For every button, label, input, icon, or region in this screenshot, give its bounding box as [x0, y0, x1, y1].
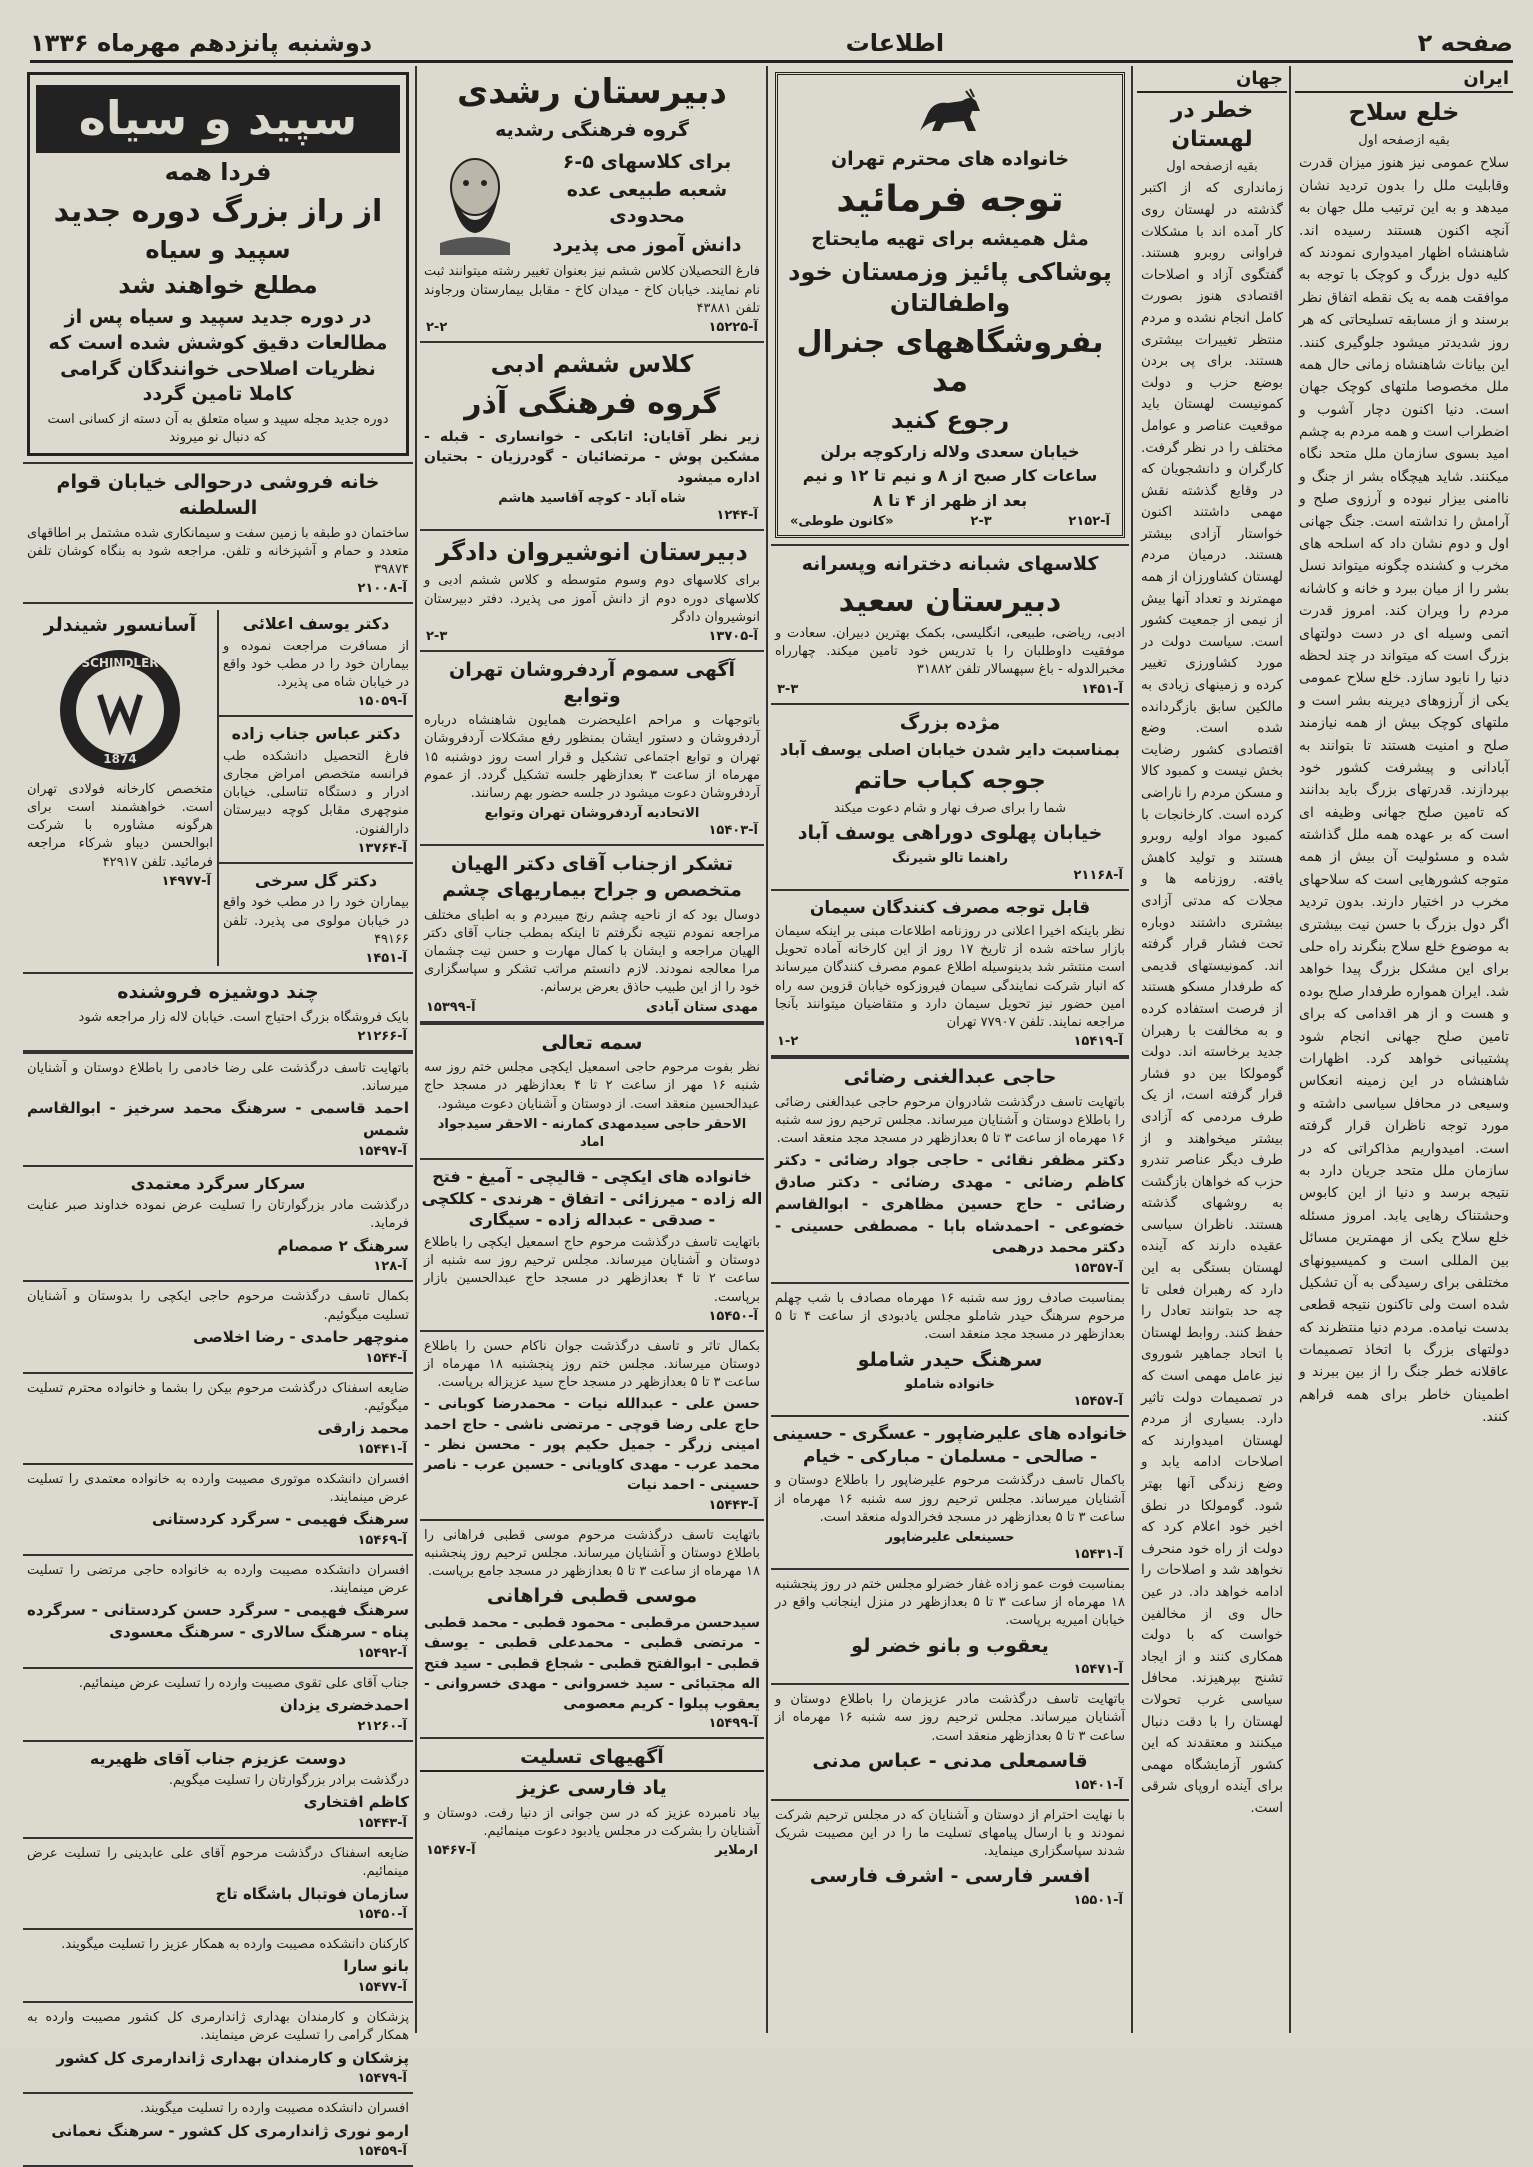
schindler-year-text: 1874	[103, 751, 137, 766]
ad-line: ساعات کار صبح از ۸ و نیم تا ۱۲ و نیم	[802, 466, 1098, 486]
obituary-body: درگذشت مادر بزرگوارتان را تسلیت عرض نموده خداوند صبر عنایت فرماید.	[27, 1198, 409, 1232]
divider	[23, 1050, 413, 1054]
ad-hatam-kebab	[771, 711, 1129, 883]
page-header	[30, 26, 1513, 63]
divider	[420, 1158, 764, 1160]
divider	[771, 889, 1129, 891]
ad-code: آ-۱۵۴۹۲	[357, 1645, 407, 1661]
divider	[420, 529, 764, 531]
ad-body: متخصص کارخانه فولادی تهران است. خواهشمند است برای هرگونه مشاوره با شرکت ابوالحسن دیباو شرکاء مراجعه فرمائید. تلفن ۴۲۹۱۷	[27, 781, 213, 870]
obituary-body: بمناسبت صادف روز سه شنبه ۱۶ مهرماه مصادف با شب چهلم مرحوم سرهنگ حیدر شاملو مجلس یادبودی از ساعت ۴ تا ۵ بعدازظهر در مسجد مجد منعقد است.	[775, 1291, 1126, 1343]
condolence-notices	[420, 1745, 764, 1858]
ad-codes	[771, 1778, 1129, 1793]
divider	[23, 1740, 413, 1742]
obituary-body: بکمال تاثر و تاسف درگذشت جوان ناکام حسن را باطلاع دوستان میرساند. مجلس ختم روز پنجشنبه ۱۸ مهرماه از ساعت ۳ تا ۵ بعدازظهر در مسجد حاج سید عزیزاله برپاست.	[424, 1338, 760, 1391]
obituary	[23, 1748, 413, 1840]
ad-body: فارغ التحصیل دانشکده طب فرانسه متخصص امراض مجاری ادرار و دستگاه تناسلی. خیابان منوچهری مقابل کوچه دبیرستان دارالفنون.	[223, 748, 409, 837]
obituary-title: حاجی عبدالغنی رضائی	[843, 1066, 1057, 1089]
ad-code: ۳-۳	[777, 681, 799, 697]
ad-codes	[771, 1394, 1129, 1409]
ad-line: شاه آباد - کوچه آقاسید هاشم	[498, 491, 686, 507]
ad-code: ۱-۲	[777, 1034, 799, 1050]
obituary-title: یاد فارسی عزیز	[517, 1777, 667, 1800]
obituary	[23, 1562, 413, 1669]
ad-line: خانواده های محترم تهران	[830, 148, 1070, 170]
ad-code: آ-۱۵۴۰۱	[1073, 1777, 1123, 1793]
obituary	[771, 1576, 1129, 1677]
ad-saleswomen	[23, 980, 413, 1044]
ad-codes	[420, 629, 764, 644]
schindler-emblem-icon	[55, 645, 185, 775]
obituary-names: بانو سارا	[343, 1957, 409, 1976]
obituary-body: بمناسبت فوت عمو زاده غفار خضرلو مجلس ختم در روز پنجشنبه ۱۸ مهرماه از ساعت ۳ تا ۵ بعدازظهر در منزل اینجانب واقع در خیابان امیریه برپاست.	[775, 1577, 1125, 1629]
ad-line: شما را برای صرف نهار و شام دعوت میکند	[834, 801, 1066, 817]
ad-headline: توجه فرمائید	[836, 178, 1064, 220]
obituary-body: جناب آقای علی تقوی مصیبت وارده را تسلیت عرض مینمائیم.	[78, 1675, 409, 1691]
column-rule	[1289, 66, 1291, 2033]
ad-code: آ-۱۲۸	[373, 1259, 407, 1275]
ad-code: آ-۱۵۴۴۱	[357, 1441, 407, 1457]
obituary-names: احمدخضری یزدان	[279, 1695, 409, 1714]
obituary-body: ضایعه اسفناک درگذشت مرحوم بیکن را بشما و خانواده محترم تسلیت میگوئیم.	[27, 1380, 409, 1414]
ad-title: چند دوشیزه فروشنده	[117, 980, 319, 1003]
ad-code: آ-۱۴۹۷۷	[161, 873, 211, 889]
obituary-title: سرکار سرگرد معتمدی	[130, 1173, 306, 1193]
ad-codes	[420, 1843, 764, 1858]
obituary-names: دکتر مظفر نقائی - حاجی جواد رضائی - دکتر کاظم رضائی - مهدی رضائی - دکتر صادق رضائی - حاج حسین مظاهری - ابوالقاسم خضوعی - احمدشاه بابا - مصطفی حسینی - دکتر محمد درهمی	[775, 1151, 1125, 1257]
obituary	[771, 1423, 1129, 1562]
ad-code: آ-۱۵۴۴۳	[708, 1497, 758, 1513]
ad-codes	[23, 1646, 413, 1661]
obituary-sign: الاحقر حاجی سیدمهدی کمارنه - الاحقر سیدجواد اماد	[437, 1116, 747, 1150]
ad-code: آ-۲۱۱۶۸	[1073, 868, 1123, 884]
ad-code: آ-۱۵۴۵۷	[1073, 1394, 1123, 1410]
obituary-names: حسن علی - عبدالله نیات - محمدرضا کوبانی - حاج علی رضا قوچی - مرتضی ناشی - حاج احمد امینی زرگر - جمیل حکیم پور - محسن نظر - محمد عرب - مهدی کاویانی - حسین عرب - ناصر حسینی - احمد نیات	[424, 1396, 760, 1494]
ad-body: ساختمان دو طبقه با زمین سفت و سیمانکاری شده مشتمل بر اطاقهای متعدد و حمام و آشپزخانه و تلفن. مراجعه شود به بنگاه کوشان تلفن ۳۹۸۷۴	[27, 525, 409, 577]
ad-code: آ-۱۵۴۳۱	[1073, 1547, 1123, 1563]
ad-code: آ-۲۱۰۰۸	[357, 581, 407, 597]
divider	[771, 544, 1129, 546]
divider	[420, 1737, 764, 1739]
continued-note: بقیه ازصفحه اول	[1358, 133, 1450, 149]
schindler-logo-text: SCHINDLER	[81, 655, 159, 670]
ad-codes	[771, 1034, 1129, 1049]
ad-anoushirvan-school	[420, 537, 764, 644]
obituary-names: پزشکان و کارمندان بهداری ژاندارمری کل کشور	[56, 2048, 409, 2067]
ad-codes	[771, 1547, 1129, 1562]
ad-code: آ-۲۱۲۶۰	[357, 1718, 407, 1734]
obituary	[420, 1527, 764, 1732]
ad-codes	[23, 1442, 413, 1457]
divider	[23, 972, 413, 974]
ad-code: ۲-۳	[426, 628, 448, 644]
column-rule	[415, 66, 417, 2033]
divider	[771, 1568, 1129, 1570]
obituary-body: پزشکان و کارمندان بهداری ژاندارمری کل کشور مصیبت وارده به همکار گرامی را تسلیت عرض مینمایند.	[27, 2010, 409, 2044]
ad-codes	[420, 1498, 764, 1513]
ad-headline: جوجه کباب حاتم	[854, 765, 1046, 794]
ad-code: آ-۱۴۵۱	[365, 950, 407, 966]
obituary	[420, 1031, 764, 1153]
ad-headline: دبیرستان انوشیروان دادگر	[436, 538, 748, 567]
ad-line: کلاس ششم ادبی	[490, 349, 694, 378]
ad-sign: ارملایر	[715, 1843, 758, 1859]
divider	[23, 1372, 413, 1374]
ad-sepid-o-siah	[27, 72, 409, 456]
ad-code: آ-۲۱۵۲	[1068, 514, 1110, 530]
ad-line: رجوع کنید	[890, 406, 1010, 435]
ad-line: مطلع خواهند شد	[118, 271, 318, 300]
ad-code: آ-۱۵۴۵۰	[357, 1907, 407, 1923]
ad-codes	[420, 508, 764, 523]
ad-codes	[771, 1662, 1129, 1677]
ad-line: فردا همه	[164, 157, 272, 186]
ad-codes	[784, 514, 1116, 529]
obituary	[23, 1675, 413, 1742]
obituary-body: درگذشت برادر بزرگوارتان را تسلیت میگویم.	[168, 1773, 409, 1789]
obituary	[23, 1845, 413, 1930]
divider	[771, 703, 1129, 705]
section-title: آگهیهای تسلیت	[420, 1745, 764, 1772]
ad-body: نظر باینکه اخیرا اعلانی در روزنامه اطلاعات مبنی بر اینکه سیمان بازار ساخته شده از تاریخ ۱۷ روز از این کارخانه آماده تحویل است منتشر شد بدینوسیله اطلاع عموم مصرف کنندگان میرساند که انبار شرکت نمایندگی سیمان فیروزکوه خیابان قزوین سه راه امین حضور نیز تحویل سیمان دارد و متقاضیان میتوانند بآنجا مراجعه نمایند. تلفن ۷۷۹۰۷ تهران	[775, 924, 1125, 1030]
ad-line: کلاسهای شبانه دخترانه وپسرانه	[801, 553, 1099, 576]
ad-codes	[23, 1259, 413, 1274]
divider	[23, 1463, 413, 1465]
lion-logo	[784, 87, 1116, 141]
ad-codes	[23, 2144, 413, 2159]
ad-body: باتوجهات و مراحم اعلیحضرت همایون شاهنشاه درباره آردفروشان و دستور ایشان بمنظور رفع مشکلات آردفروشان تهران و توابع اجتماعی تشکیل و قرار است روز دوشنبه ۱۵ مهرماه از ساعت ۳ بعدازظهر جلسه تشکیل گردد. از عموم آردفروشان دعوت میشود در جلسه حضور بهم رسانند.	[424, 713, 760, 801]
ad-cement-notice	[771, 897, 1129, 1049]
divider	[23, 602, 413, 604]
ad-code: آ-۱۵۴۶۹	[357, 1532, 407, 1548]
ad-body: از مسافرت مراجعت نموده و بیماران خود را در مطب خود واقع در خیابان شاه می پذیرد.	[223, 638, 409, 691]
ad-codes	[420, 823, 764, 838]
ad-sign: مهدی ستان آبادی	[646, 999, 758, 1015]
divider	[420, 650, 764, 652]
divider	[771, 1282, 1129, 1284]
ad-line: خیابان پهلوی دوراهی یوسف آباد	[797, 822, 1103, 845]
ad-line: بفروشگاههای جنرال مد	[796, 325, 1104, 400]
ad-codes	[23, 1907, 413, 1922]
obituary-title: دوست عزیزم جناب آقای ظهیریه	[89, 1748, 347, 1768]
ad-codes	[771, 1261, 1129, 1276]
obituary-names: سرهنگ فهیمی - سرگرد کردستانی	[151, 1510, 409, 1529]
obituary-names: سیدحسن مرقطبی - محمود قطبی - محمد قطبی - مرتضی قطبی - محمدعلی قطبی - یوسف قطبی - ابوالفتح قطبی - شجاع قطبی - سید فتح اله مجتبائی - سید خسروانی - مهدی خسروانی - یعقوب پیلوا - کریم معصومی	[423, 1614, 760, 1713]
ad-code: ۲-۲	[426, 319, 448, 335]
obituary-body: باتهایت تاسف درگذشت علی رضا خادمی را باطلاع دوستان و آشنایان میرساند.	[27, 1060, 409, 1094]
ad-body: ادبی، ریاضی، طبیعی، انگلیسی، بکمک بهترین دبیران. سعادت و موفقیت داوطلبان را با تدریس خود تامین میکند. چهارراه مخبرالدوله - باغ سپهسالار تلفن ۳۱۸۸۲	[775, 626, 1125, 678]
divider	[23, 462, 413, 464]
obituary-names: سرهنگ ۲ صمصام	[277, 1236, 409, 1255]
ad-code: آ-۱۳۷۰۵	[708, 628, 758, 644]
ad-body: بایک فروشگاه بزرگ احتیاج است. خیابان لاله زار مراجعه شود	[78, 1009, 409, 1025]
ad-code: ۲-۳	[970, 514, 992, 530]
obituary	[23, 1060, 413, 1167]
column-ads-center	[771, 66, 1129, 2033]
ad-codes	[23, 1980, 413, 1995]
divider	[23, 2001, 413, 2003]
column-world	[1137, 66, 1287, 2033]
continued-note: بقیه ازصفحه اول	[1166, 159, 1258, 175]
lion-icon	[910, 87, 990, 141]
obituary-body: باتهایت تاسف درگذشت مادر عزیزمان را باطلاع دوستان و آشنایان میرساند. مجلس ترحیم روز سه شنبه ۱۶ مهرماه از ساعت ۳ تا ۵ بعدازظهر منعقد است.	[775, 1692, 1125, 1744]
column-left-ads	[23, 66, 413, 2160]
ad-code: آ-۱۵۳۵۷	[1073, 1261, 1123, 1277]
obituary-body: باتهایت تاسف درگذشت مرحوم حاج اسمعیل ایکچی را باطلاع دوستان و آشنایان میرساند. مجلس ترحیم روز سه شنبه از ساعت ۲ تا ۴ بعدازظهر در مسجد حاج عبدالحسین بازار برپاست.	[424, 1234, 760, 1305]
ad-code: آ-۱۵۴۶۷	[426, 1843, 476, 1859]
column-iran	[1295, 66, 1513, 2033]
ad-line: پوشاکی پائیز وزمستان خود واطفالتان	[788, 258, 1112, 318]
obituary-body: نظر بفوت مرحوم حاجی اسمعیل ایکچی مجلس ختم روز سه شنبه ۱۶ مهر از ساعت ۲ تا ۴ بعدازظهر در مسجد حاج عبدالحسین منعقد است. از دوستان و آشنایان دعوت میشود.	[424, 1060, 760, 1112]
obituary-body: باتهایت تاسف درگذشت شادروان مرحوم حاجی عبدالغنی رضائی را باطلاع دوستان و آشنایان میرساند. مجلس ترحیم روز سه شنبه ۱۶ مهرماه از ساعت ۳ تا ۵ بعدازظهر در مسجد مجد منعقد است.	[775, 1094, 1125, 1147]
ad-code: آ-۱۵۴۹۹	[708, 1716, 758, 1732]
obituary-title: افسر فارسی - اشرف فارسی	[809, 1865, 1091, 1888]
ad-codes	[23, 1816, 413, 1831]
ad-headline: دبیرستان سعید	[838, 584, 1062, 620]
ad-line: مژده بزرگ	[899, 711, 1001, 734]
column-rule	[766, 66, 768, 2033]
ad-code: آ-۱۵۲۲۵	[708, 319, 758, 335]
ad-codes	[23, 1533, 413, 1548]
ad-codes	[420, 320, 764, 335]
obituary	[23, 1936, 413, 2003]
ad-body: برای کلاسهای دوم وسوم متوسطه و کلاس ششم ادبی و کلاسهای دوره دوم از دانش آموز می پذیرد. دفتر دبیرستان انوشیروان دادگر	[424, 573, 760, 625]
ad-code: آ-۱۵۳۹۹	[426, 999, 476, 1015]
ad-code: آ-۱۲۴۴	[716, 508, 758, 524]
ad-codes	[23, 874, 217, 889]
ad-code: آ-۱۵۴۴	[365, 1350, 407, 1366]
column-rule	[1131, 66, 1133, 2033]
page-number: صفحه ۲	[1417, 29, 1513, 57]
obituary	[23, 1471, 413, 1556]
ad-codes	[23, 1351, 413, 1366]
ad-code: آ-۱۵۴۴۳	[357, 1816, 407, 1832]
ad-line: برای کلاسهای ۵-۶	[562, 150, 732, 173]
divider	[23, 2092, 413, 2094]
founder-portrait	[420, 147, 530, 257]
ad-schindler	[23, 610, 217, 966]
ad-code: آ-۱۵۴۷۹	[357, 2071, 407, 2087]
article-title: خطر در لهستان	[1170, 98, 1254, 152]
ad-line: در دوره جدید سپید و سیاه پس از مطالعات دقیق کوشش شده است که نظریات اصلاحی خوانندگان گرامی کاملا تامین گردد	[48, 306, 388, 406]
obituary-names: احمد قاسمی - سرهنگ محمد سرخیز - ابوالقاسم شمس	[27, 1099, 409, 1139]
divider	[23, 1837, 413, 1839]
divider	[420, 341, 764, 343]
obituary	[771, 1065, 1129, 1276]
obituary-title: سرهنگ حیدر شاملو	[857, 1348, 1043, 1371]
obituary-body: ضایعه اسفناک درگذشت مرحوم آقای علی عابدینی را تسلیت عرض مینمائیم.	[27, 1846, 409, 1880]
obituary-title: سمه تعالی	[541, 1031, 643, 1054]
ad-headline: گروه فرهنگی آذر	[464, 386, 720, 422]
ad-sign: الاتحادیه آردفروشان تهران وتوابع	[484, 806, 700, 822]
ad-line: راهنما تالو شیرنگ	[891, 850, 1009, 866]
divider	[219, 862, 413, 864]
ad-body: فارغ التحصیلان کلاس ششم نیز بعنوان تغییر رشته میتوانند ثبت نام نمایند. خیابان کاخ - میدان کاخ - مقابل بیمارستان ورجاوند تلفن ۴۳۸۸۱	[424, 264, 760, 316]
ad-line: دانش آموز می پذیرد	[552, 233, 742, 256]
ad-codes	[23, 2071, 413, 2086]
divider	[23, 1280, 413, 1282]
magazine-logo: سپید و سیاه	[36, 85, 400, 153]
obituary	[23, 1288, 413, 1373]
divider	[219, 715, 413, 717]
obituary-title: موسی قطبی فراهانی	[486, 1585, 698, 1608]
ad-general-mode	[775, 72, 1125, 538]
obituary	[23, 2009, 413, 2094]
ad-codes	[219, 694, 413, 709]
divider	[771, 1055, 1129, 1059]
ads-split	[23, 610, 413, 966]
divider	[23, 1165, 413, 1167]
ad-codes	[420, 1309, 764, 1324]
divider	[420, 1519, 764, 1521]
ad-code: آ-۱۵۴۱۹	[1073, 1034, 1123, 1050]
obituary-names: کاظم افتخاری	[303, 1793, 409, 1812]
ad-code: آ-۱۵۴۷۱	[1073, 1662, 1123, 1678]
obituary	[23, 2100, 413, 2167]
section-label: ایران	[1295, 66, 1513, 93]
ad-codes	[219, 841, 413, 856]
obituary	[23, 1173, 413, 1283]
ad-title: تشکر ازجناب آقای دکتر الهیان متخصص و جراح بیماریهای چشم	[442, 853, 742, 902]
issue-date: دوشنبه پانزدهم مهرماه ۱۳۳۶	[30, 29, 373, 57]
ad-line: سپید و سیاه	[145, 235, 291, 264]
obituary	[23, 1380, 413, 1465]
ad-title: دکتر گل سرخی	[254, 870, 378, 890]
obituary-body: افسران دانشکده مصیبت وارده را تسلیت میگویند.	[140, 2101, 409, 2117]
ad-code: آ-۱۵۰۵۹	[357, 694, 407, 710]
ad-codes	[219, 951, 413, 966]
ad-headline: از راز بزرگ دوره جدید	[53, 193, 383, 229]
divider	[420, 1021, 764, 1025]
ad-codes	[771, 868, 1129, 883]
section-label: جهان	[1137, 66, 1287, 93]
obituary-names: سرهنگ فهیمی - سرگرد حسن کردستانی - سرگرده پناه - سرهنگ سالاری - سرهنگ معسودی	[27, 1601, 409, 1641]
obituary-names: محمد زارقی	[317, 1418, 409, 1437]
ad-title: خانه فروشی درحوالی خیابان قوام السلطنه	[56, 471, 380, 519]
obituary-body: باتهایت تاسف درگذشت مرحوم موسی قطبی فراهانی را باطلاع دوستان و آشنایان میرساند. مجلس ترحیم روز پنجشنبه ۱۸ مهرماه از ساعت ۳ تا ۵ بعدازظهر در مسجد جامع برپاست.	[424, 1527, 760, 1580]
ad-code: آ-۱۵۴۵۹	[357, 2144, 407, 2160]
ad-line: بمناسبت دایر شدن خیابان اصلی یوسف آباد	[779, 740, 1121, 760]
ad-body: بیماران خود را در مطب خود واقع در خیابان مولوی می پذیرد. تلفن ۴۹۱۶۶	[223, 895, 409, 947]
article-body: زمانداری که از اکتبر گذشته در لهستان روی کار آمده اند با مشکلات فراوانی روبرو هستند. گفتگوی آزاد و اصلاحات اقتصادی هنوز بصورت کامل انجام نشده و مردم منتظر تغییرات بیشتری هستند. برای پی بردن بوضع حزب و دولت کمونیست لهستان باید موقعیت عناصر و عوامل مختلف را در نظر گرفت. کارگران و دانشجویان که در وقایع گذشته نقش مهمی داشتند اکنون خواستار آزادی بیشتر هستند. درمیان مردم لهستان کشاورزان از همه مهمترند و تعداد آنها بیش از نیمی از جمعیت کشور است. سیاست دولت در مورد کشاورزی تغییر کرده و زمینهای زیادی به مالکین سابق بازگردانده شده است. وضع اقتصادی کشور رضایت بخش نیست و کمبود کالا و مسکن مردم را ناراضی کرده است. کارخانجات با کمبود مواد اولیه روبرو هستند و تولید کاهش یافته. روزنامه ها و مجلات که مدتی آزادی بیشتری داشتند دوباره تحت فشار قرار گرفته اند. کمونیستهای قدیمی که طرفدار مسکو هستند از فرصت استفاده کرده و به مخالفت با رهبران جدید برخاسته اند. دولت گومولکا بین دو فشار قرار گرفته است، از یک طرف مردمی که آزادی بیشتر میخواهند و از طرف دیگر عناصر تندرو حزب که خواهان بازگشت به روشهای گذشته هستند. ناظران سیاسی عقیده دارند که آینده لهستان بستگی به این دارد که رهبران فعلی تا چه حد بتوانند تعادل را حفظ کنند. روابط لهستان با اتحاد جماهیر شوروی نیز عامل مهمی است که در تصمیمات دولت تاثیر دارد. بسیاری از مردم لهستان امیدوارند که اصلاحات ادامه یابد و وضع زندگی آنها بهتر شود. گومولکا در نطق اخیر خود اعلام کرد که دولت از راه خود منحرف نخواهد شد و اصلاحات را ادامه خواهد داد. در عین حال وی از مخالفین خواست که با دولت همکاری کنند و از ایجاد تشنج بپرهیزند. محافل سیاسی غرب تحولات لهستان را با دقت دنبال میکنند و معتقدند که این کشور آزمایشگاه مهمی برای آینده اروپای شرقی است.	[1141, 180, 1283, 1816]
ad-code: آ-۱۳۷۶۴	[357, 840, 407, 856]
ad-codes	[771, 682, 1129, 697]
ad-codes	[23, 1719, 413, 1734]
divider	[771, 1799, 1129, 1801]
divider	[23, 1667, 413, 1669]
obituary-title: خانواده های ایکچی - قالیچی - آمیغ - فتح اله زاده - میرزائی - اتفاق - هرندی - کلکچی - صدقی - عبداله زاده - سیگاری	[421, 1167, 763, 1230]
ad-flour-sellers	[420, 658, 764, 838]
ad-title: قابل توجه مصرف کنندگان سیمان	[809, 898, 1091, 919]
divider	[771, 1415, 1129, 1417]
obituary-names: سازمان فوتبال باشگاه تاج	[215, 1884, 409, 1903]
ad-code: آ-۱۵۴۹۷	[357, 1143, 407, 1159]
ad-line: دوره جدید مجله سپید و سیاه متعلق به آن دسته از کسانی است که دنبال نو میروند	[47, 411, 389, 446]
ad-codes	[23, 1029, 413, 1044]
ad-code: آ-۱۵۵۰۱	[1073, 1892, 1123, 1908]
obituary-title: یعقوب و بانو خضر لو	[851, 1634, 1049, 1657]
divider	[23, 1928, 413, 1930]
ad-codes	[23, 1144, 413, 1159]
article-title: خلع سلاح	[1348, 98, 1460, 126]
obituary	[771, 1807, 1129, 1908]
condolence-list	[23, 1060, 413, 2167]
paper-name: اطلاعات	[845, 29, 945, 57]
ad-code: آ-۱۵۴۰۳	[708, 823, 758, 839]
obituary-body: افسران دانشکده مصیبت وارده به خانواده حاجی مرتضی را تسلیت عرض مینمایند.	[27, 1562, 409, 1596]
ad-line: زیر نظر آقایان: اتابکی - خوانساری - قبله - مشکین پوش - مرتضائیان - گودرزیان - بحتیان اداره میشود	[424, 429, 760, 486]
divider	[23, 1554, 413, 1556]
obituary-body: کارکنان دانشکده مصیبت وارده به همکار عزیز را تسلیت میگویند.	[61, 1937, 409, 1953]
ad-title: آگهی سموم آردفروشان تهران وتوابع	[449, 658, 735, 707]
ad-line: مثل همیشه برای تهیه مایحتاج	[811, 228, 1089, 251]
obituary	[420, 1166, 764, 1324]
obituary	[771, 1691, 1129, 1792]
obituary-name: حسینعلی علیرضاپور	[885, 1529, 1015, 1545]
obituary	[420, 1338, 764, 1513]
ad-codes	[420, 1716, 764, 1731]
obituary-body: افسران دانشکده موتوری مصیبت وارده به خانواده معتمدی را تسلیت عرض مینمایند.	[27, 1471, 409, 1505]
divider	[420, 844, 764, 846]
schindler-logo	[23, 645, 217, 775]
obituary-names: منوچهر حامدی - رضا اخلاصی	[193, 1327, 409, 1346]
obituary-body: باکمال تاسف درگذشت مرحوم علیرضاپور را باطلاع دوستان و آشنایان میرساند. مجلس ترحیم روز سه شنبه ۱۶ مهرماه از ساعت ۳ تا ۵ بعدازظهر در مسجد فخرالدوله منعقد است.	[775, 1473, 1125, 1525]
divider	[420, 1330, 764, 1332]
obituary-title: قاسمعلی مدنی - عباس مدنی	[812, 1749, 1088, 1772]
ad-saeed-school	[771, 552, 1129, 696]
ad-code: آ-۱۵۴۷۷	[357, 1980, 407, 1996]
obituary-body: با نهایت احترام از دوستان و آشنایان که در مجلس ترحیم شرکت نمودند و با ارسال پیامهای تسلیت ما را در این مصیبت شریک شدند سپاسگزاری مینماید.	[775, 1807, 1125, 1859]
obituary	[771, 1290, 1129, 1409]
ad-codes	[771, 1893, 1129, 1908]
ad-thanks-doctor	[420, 852, 764, 1014]
ad-title: دکتر یوسف اعلائی	[242, 614, 390, 634]
ad-code: آ-۲۱۲۶۶	[357, 1028, 407, 1044]
ad-house-sale	[23, 470, 413, 596]
column-schools	[420, 66, 764, 2033]
ad-code: آ-۱۵۴۵۰	[708, 1308, 758, 1324]
ad-code: «کانون طوطی»	[790, 514, 894, 530]
ad-headline: دبیرستان رشدی	[457, 72, 727, 112]
obituary-names: ارمو نوری ژاندارمری کل کشور - سرهنگ نعمانی	[51, 2121, 409, 2140]
ad-azar-group	[420, 349, 764, 523]
divider	[771, 1683, 1129, 1685]
obituary-title: خانواده های علیرضاپور - عسگری - حسینی - صالحی - مسلمان - مبارکی - خیام	[772, 1424, 1128, 1468]
ad-roshdi-school	[420, 70, 764, 335]
obituary-body: بکمال تاسف درگذشت مرحوم حاجی ایکچی را بدوستان و آشنایان تسلیت میگوئیم.	[27, 1289, 409, 1323]
ad-body: دوسال بود که از ناحیه چشم رنج میبردم و به اطبای مختلف مراجعه نمودم نتیجه نگرفتم تا اینکه بمطب جناب آقای دکتر الهیان مراجعه و ایشان با کمال مهارت و حسن نیت چشمان مرا معالجه نمودند. لازم دانستم مراتب تشکر و سپاسگزاری خود را از این طبیب حاذق بعرض برسانم.	[424, 907, 760, 996]
ad-line: بعد از ظهر از ۴ تا ۸	[872, 490, 1028, 510]
ad-sub: گروه فرهنگی رشدیه	[495, 119, 689, 142]
ad-line: خیابان سعدی ولاله زارکوچه برلن	[820, 441, 1080, 461]
obituary-family: خانواده شاملو	[905, 1377, 995, 1393]
doctor-ads	[217, 610, 413, 966]
ad-codes	[23, 581, 413, 596]
ad-line: شعبه طبیعی عده محدودی	[566, 179, 728, 228]
ad-code: آ-۱۴۵۱	[1081, 681, 1123, 697]
ad-title: دکتر عباس جناب زاده	[231, 724, 401, 744]
obituary-body: بیاد نامبرده عزیز که در سن جوانی از دنیا رفت. دوستان و آشنایان را بشرکت در مجلس یادبود دعوت مینمائیم.	[424, 1805, 760, 1839]
ad-title: آسانسور شیندلر	[43, 614, 197, 637]
article-body: سلاح عمومی نیز هنوز میزان قدرت وقابلیت ملل را بدون تردید نشان میدهد و به این ترتیب ملل جهان به آنچه اکنون هستند رسیده اند. شاهنشاه اظهار امیدواری نمودند که کلیه دول بزرگ و کوچک با توجه به موافقت همه به یک نقطه اتفاق نظر برسند و از مسابقه تسلیحاتی که هر روز شدیدتر میشود جلوگیری کنند. این بیانات شاهنشاه زمانی حال همه ملل مخصوصا ملتهای کوچک جهان است. دنیا اکنون دچار آشوب و اضطراب است و همه مردم به چشم امید بسوی سازمان ملل متحد نگاه میکنند. شاید هیچگاه بشر از جنگ و ناامنی بیزار نبوده و آرزوی صلح و آرامش را نداشته است. جنگ جهانی اول و دوم نشان داد که اسلحه های مخرب و کشنده چگونه میتواند نسل بشر را از میان ببرد و خانه و کاشانه مردم را ویران کند. امروز قدرت اتمی وسیله ای در دست دولتهای بزرگ است که میتواند در چند لحظه دنیا را نابود سازد. خلع سلاح عمومی یکی از آرزوهای دیرینه بشر است و ملتهای کوچک بیش از همه نیازمند صلح و امنیت هستند تا بتوانند به آبادانی و پیشرفت کشور خود بپردازند. قدرتهای بزرگ باید بدانند که تامین صلح جهانی وظیفه ای است که بر عهده همه ملل گذاشته شده و مسئولیت آن بیش از همه متوجه کشورهایی است که سلاحهای مخرب در اختیار دارند. بدون تردید اگر دول بزرگ با حسن نیت بیشتری به موضوع خلع سلاح بنگرند راه حلی برای این مشکل بزرگ پیدا خواهد شد. ایران همواره طرفدار صلح بوده و هست و از هر اقدامی که برای تامین صلح جهانی انجام شود پشتیبانی خواهد کرد. اظهارات شاهنشاه در این زمینه انعکاس وسیعی در محافل سیاسی داشته و مورد توجه ناظران قرار گرفته است. امیدواریم مذاکراتی که در سازمان ملل متحد جریان دارد به نتیجه برسد و دنیا از این کابوس وحشتناک رهایی یابد. امروز مسئله خلع سلاح یکی از مهمترین مسائل بین المللی است و کمیسیونهای مختلفی برای رسیدگی به آن تشکیل شده است ولی تاکنون نتیجه قطعی بدست نیامده. مردم دنیا منتظرند که دولتهای بزرگ با اتخاذ تصمیمات عاقلانه خطر جنگ را از بین ببرند و اطمینان خاطر برای همه فراهم کنند.	[1299, 155, 1509, 1426]
ad-codes	[420, 1000, 764, 1015]
